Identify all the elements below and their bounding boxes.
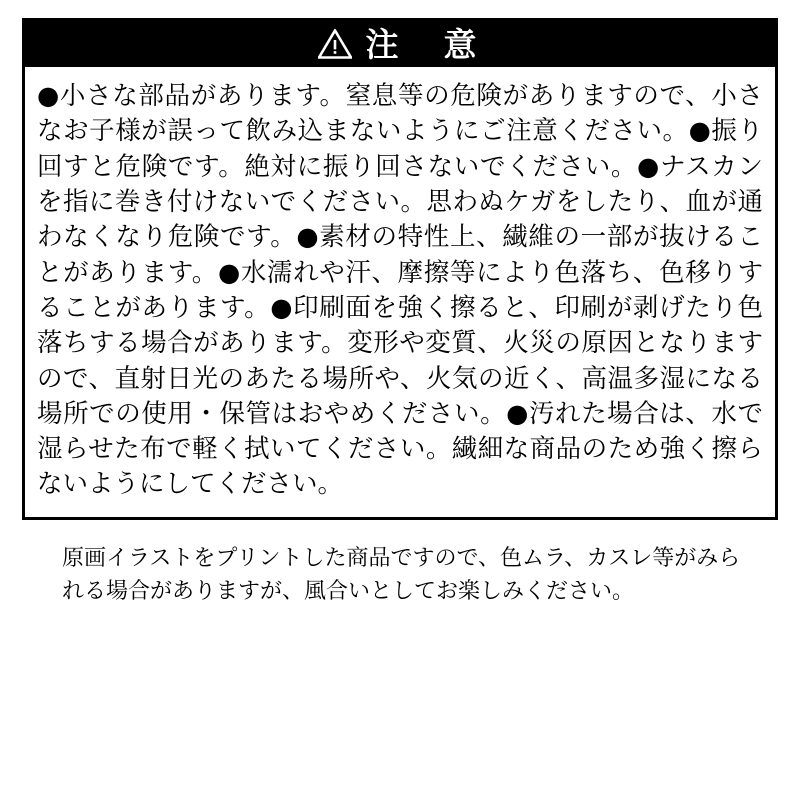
caution-box [22, 18, 778, 520]
footer-note-text: 原画イラストをプリントした商品ですので、色ムラ、カスレ等がみられる場合がありますが、風合いとしてお楽しみください。 [62, 545, 741, 604]
caution-title: 注 意 [365, 24, 483, 64]
caution-header [25, 21, 775, 67]
caution-body-text: ●小さな部品があります。窒息等の危険がありますので、小さなお子様が誤って飲み込まないようにご注意ください。●振り回すと危険です。絶対に振り回さないでください。●ナスカンを指に巻き付けないでください。思わぬケガをしたり、血が通わなくなり危険です。●素材の特性上、繊維の一部が抜けることがあります。●水濡れや汗、摩擦等により色落ち、色移りすることがあります。●印刷面を強く擦ると、印刷が剥げたり色落ちする場合があります。変形や変質、火災の原因となりますので、直射日光のあたる場所や、火気の近く、高温多湿になる場所での使用・保管はおやめください。●汚れた場合は、水で湿らせた布で軽く拭いてください。繊細な商品のため強く擦らないようにしてください。 [37, 81, 763, 500]
warning-triangle-icon [318, 29, 352, 59]
